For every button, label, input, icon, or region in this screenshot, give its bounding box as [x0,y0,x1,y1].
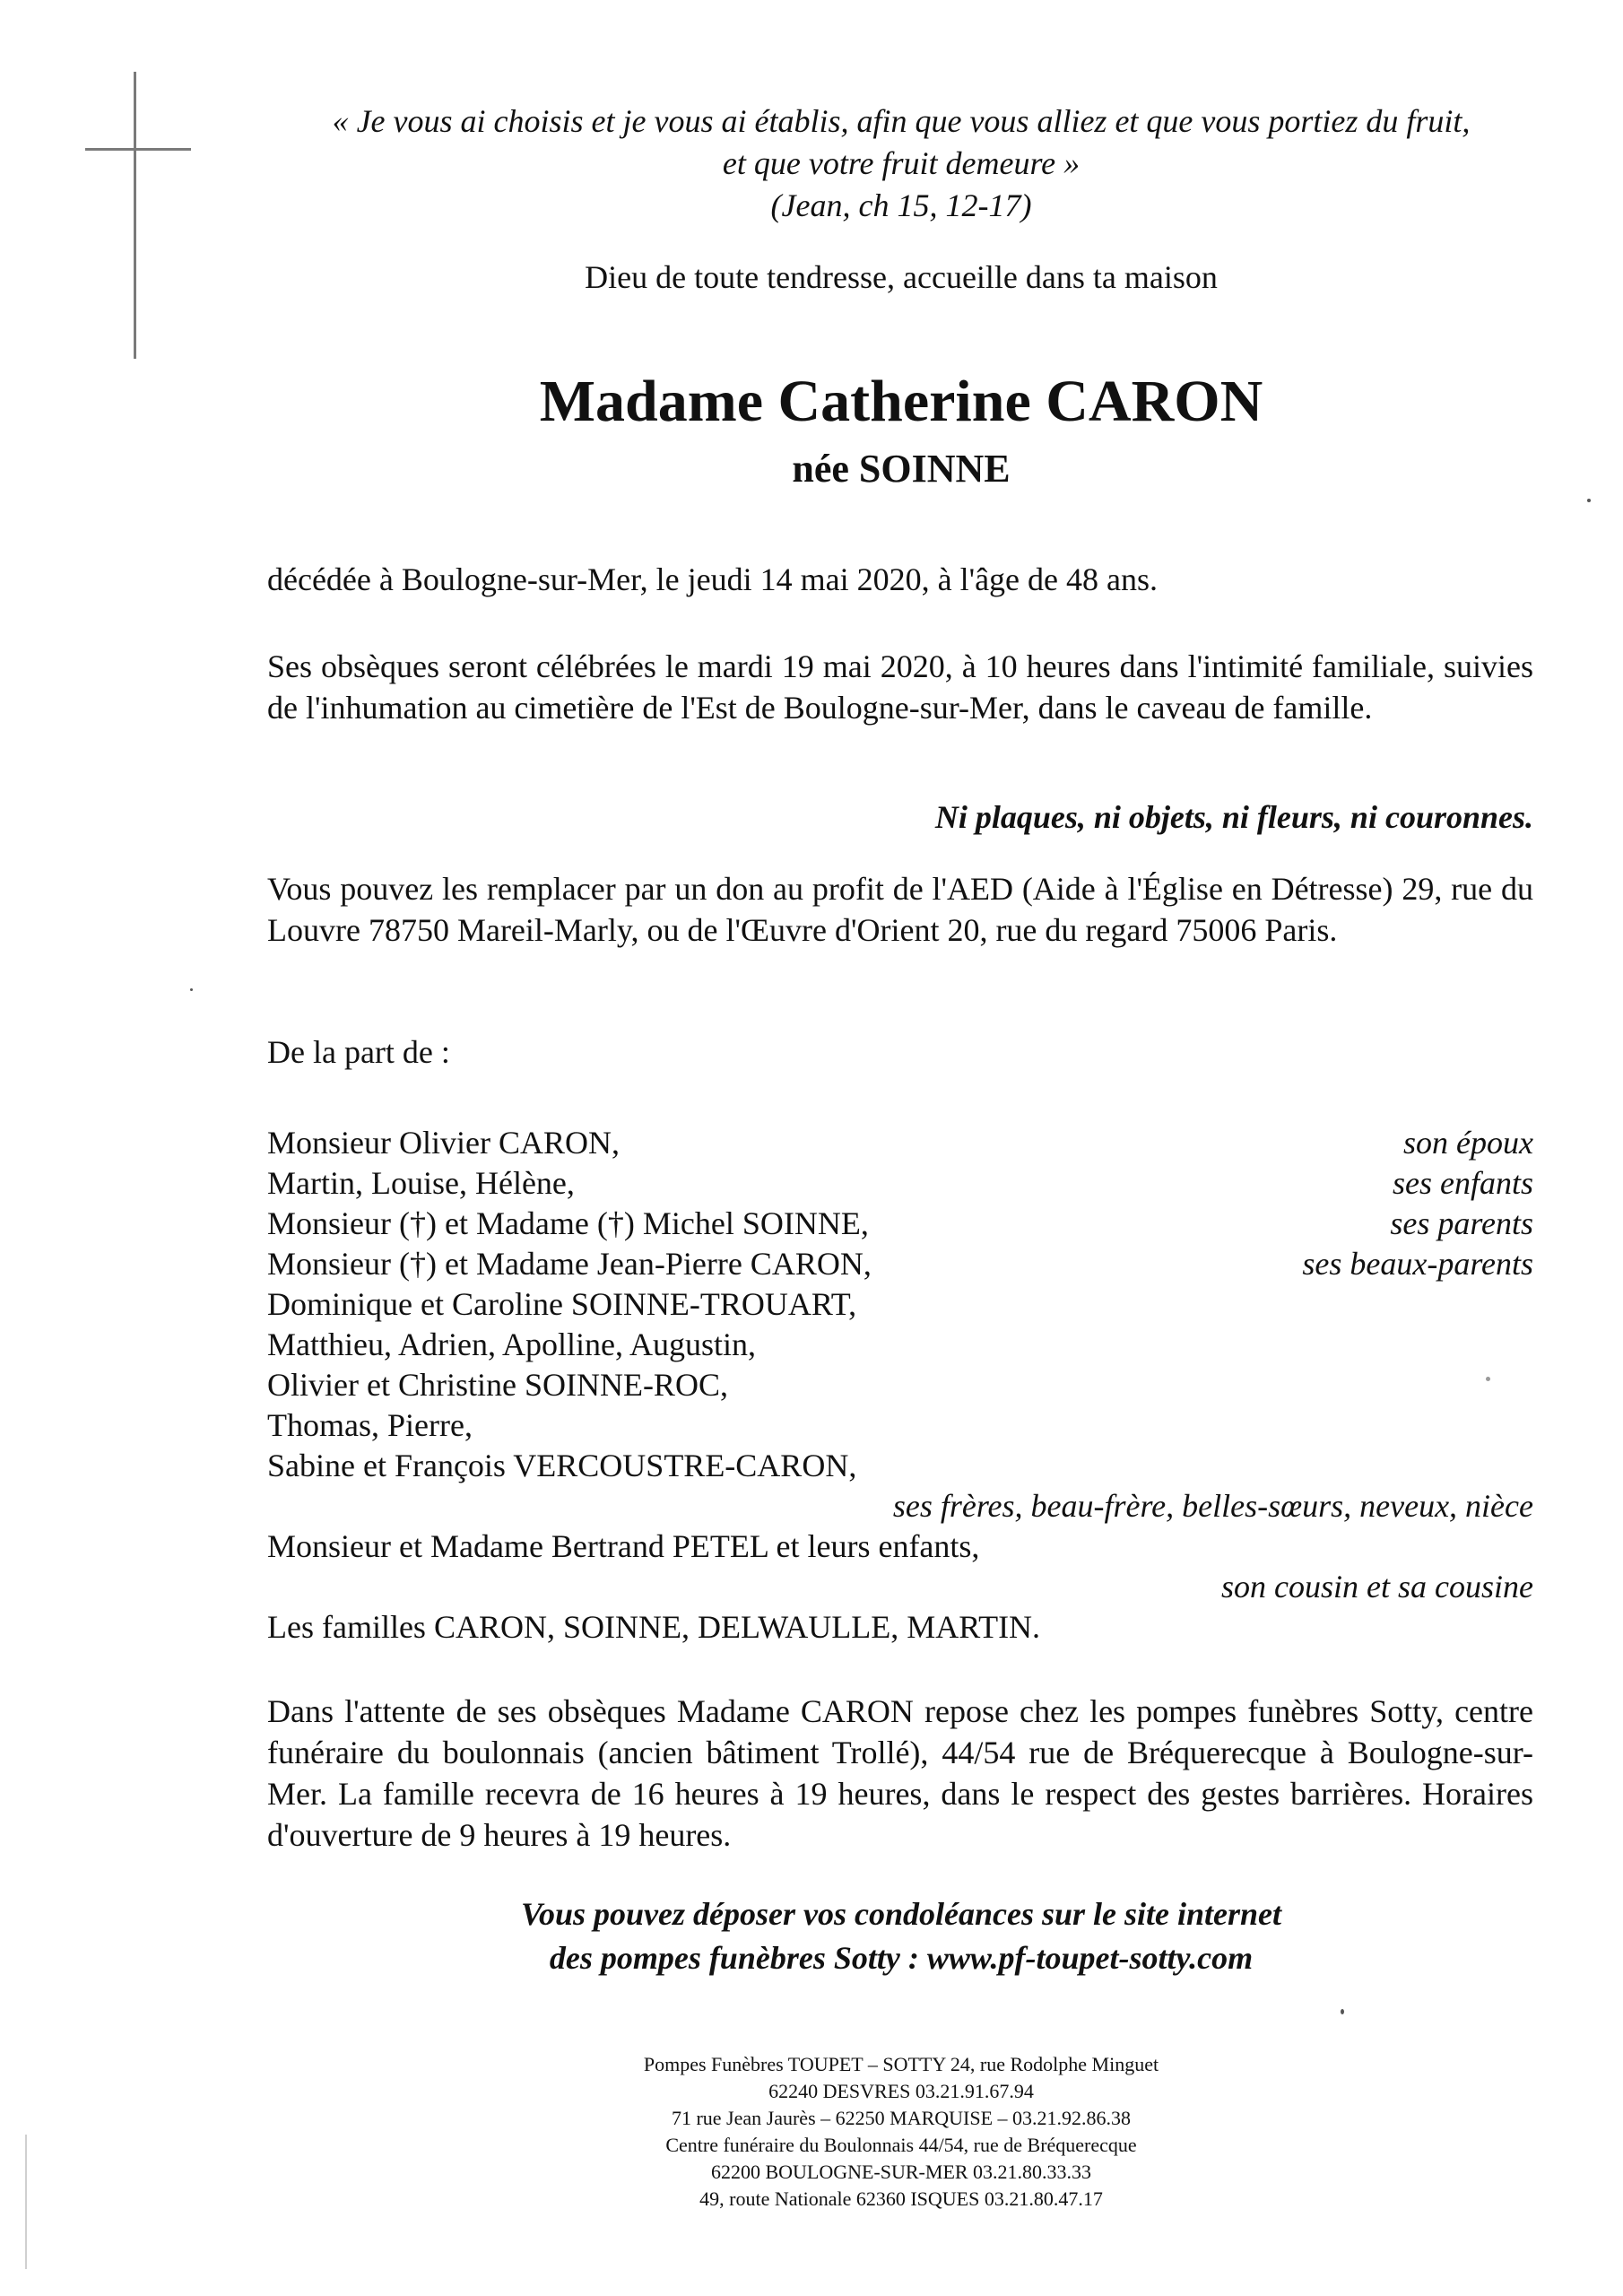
scan-speck [1587,499,1591,502]
scan-edge-mark [25,2135,27,2269]
family-relation: son époux [1403,1125,1533,1161]
family-relation: ses beaux-parents [1302,1246,1533,1282]
family-name: Monsieur (†) et Madame Jean-Pierre CARON, [267,1246,872,1282]
no-flowers-notice: Ni plaques, ni objets, ni fleurs, ni couronnes. [934,799,1533,835]
cross-icon [134,72,136,359]
family-row-petel [267,1526,1533,1567]
condolences-line-2: des pompes funèbres Sotty : www.pf-toupet-sotty.com [549,1940,1254,1976]
funeral-details: Ses obsèques seront célébrées le mardi 19 mai 2020, à 10 heures dans l'intimité familiale, suivies de l'inhumation au cimetière de l'Est de Boulogne-sur-Mer, dans le caveau de famille. [267,648,1533,726]
family-name: Sabine et François VERCOUSTRE-CARON, [267,1448,857,1483]
intro-text: Dieu de toute tendresse, accueille dans ta maison [585,259,1218,295]
family-row [267,1123,1533,1163]
family-relation: ses enfants [1393,1165,1533,1201]
family-row [267,1284,1533,1325]
scan-speck [1341,2009,1344,2014]
family-row [267,1163,1533,1204]
footer-line: Centre funéraire du Boulonnais 44/54, rue de Bréquerecque [665,2134,1137,2156]
maiden-name: née SOINNE [792,447,1011,491]
family-name: Monsieur (†) et Madame (†) Michel SOINNE, [267,1205,869,1241]
quote-line-2: et que votre fruit demeure » [722,145,1081,181]
family-name: Matthieu, Adrien, Apolline, Augustin, [267,1326,756,1362]
cousins-relation: son cousin et sa cousine [1221,1569,1533,1605]
footer-line: 49, route Nationale 62360 ISQUES 03.21.80.47.17 [699,2187,1103,2210]
footer-line: 62200 BOULOGNE-SUR-MER 03.21.80.33.33 [710,2161,1092,2183]
family-row [267,1325,1533,1365]
family-name: Monsieur et Madame Bertrand PETEL et leurs enfants, [267,1528,980,1564]
condolences-line-1: Vous pouvez déposer vos condoléances sur le site internet [520,1896,1281,1932]
family-name: Monsieur Olivier CARON, [267,1125,620,1161]
family-row [267,1365,1533,1405]
scan-speck [190,988,193,991]
footer-line: 62240 DESVRES 03.21.91.67.94 [768,2080,1034,2102]
family-name: Les familles CARON, SOINNE, DELWAULLE, MARTIN. [267,1609,1041,1645]
condolences-notice [260,1892,1542,1980]
donation-notice: Vous pouvez les remplacer par un don au profit de l'AED (Aide à l'Église en Détresse) 29, rue du Louvre 78750 Mareil-Marly, ou de l'Œuvre d'Orient 20, rue du regard 75006 Paris. [267,871,1533,948]
quote-line-1: « Je vous ai choisis et je vous ai établis, afin que vous alliez et que vous portiez du fruit, [332,103,1471,139]
family-row [267,1446,1533,1486]
family-list [267,1123,1533,1648]
cross-icon-bar [85,148,191,151]
funeral-home-footer [260,2051,1542,2213]
family-relation: ses parents [1390,1205,1533,1241]
footer-line: Pompes Funèbres TOUPET – SOTTY 24, rue Rodolphe Minguet [643,2053,1159,2075]
quote-reference: (Jean, ch 15, 12-17) [770,187,1032,223]
on-behalf-of: De la part de : [267,1034,450,1070]
family-name: Dominique et Caroline SOINNE-TROUART, [267,1286,857,1322]
family-name: Olivier et Christine SOINNE-ROC, [267,1367,728,1403]
family-name: Martin, Louise, Hélène, [267,1165,575,1201]
siblings-relation: ses frères, beau-frère, belles-sœurs, neveux, nièce [892,1488,1533,1524]
family-row [267,1244,1533,1284]
bible-quote [260,100,1542,227]
viewing-details: Dans l'attente de ses obsèques Madame CARON repose chez les pompes funèbres Sotty, centre funéraire du boulonnais (ancien bâtiment Trollé), 44/54 rue de Bréquerecque à Boulogne-sur-Mer. La famille recevra de 16 heures à 19 heures, dans le respect des gestes barrières. Horaires d'ouverture de 9 heures à 19 heures. [267,1693,1533,1853]
family-row [267,1204,1533,1244]
family-row-familles [267,1607,1533,1648]
family-row [267,1405,1533,1446]
family-name: Thomas, Pierre, [267,1407,473,1443]
deceased-name: Madame Catherine CARON [539,369,1263,434]
death-statement: décédée à Boulogne-sur-Mer, le jeudi 14 mai 2020, à l'âge de 48 ans. [267,561,1158,597]
footer-line: 71 rue Jean Jaurès – 62250 MARQUISE – 03.21.92.86.38 [671,2107,1132,2129]
